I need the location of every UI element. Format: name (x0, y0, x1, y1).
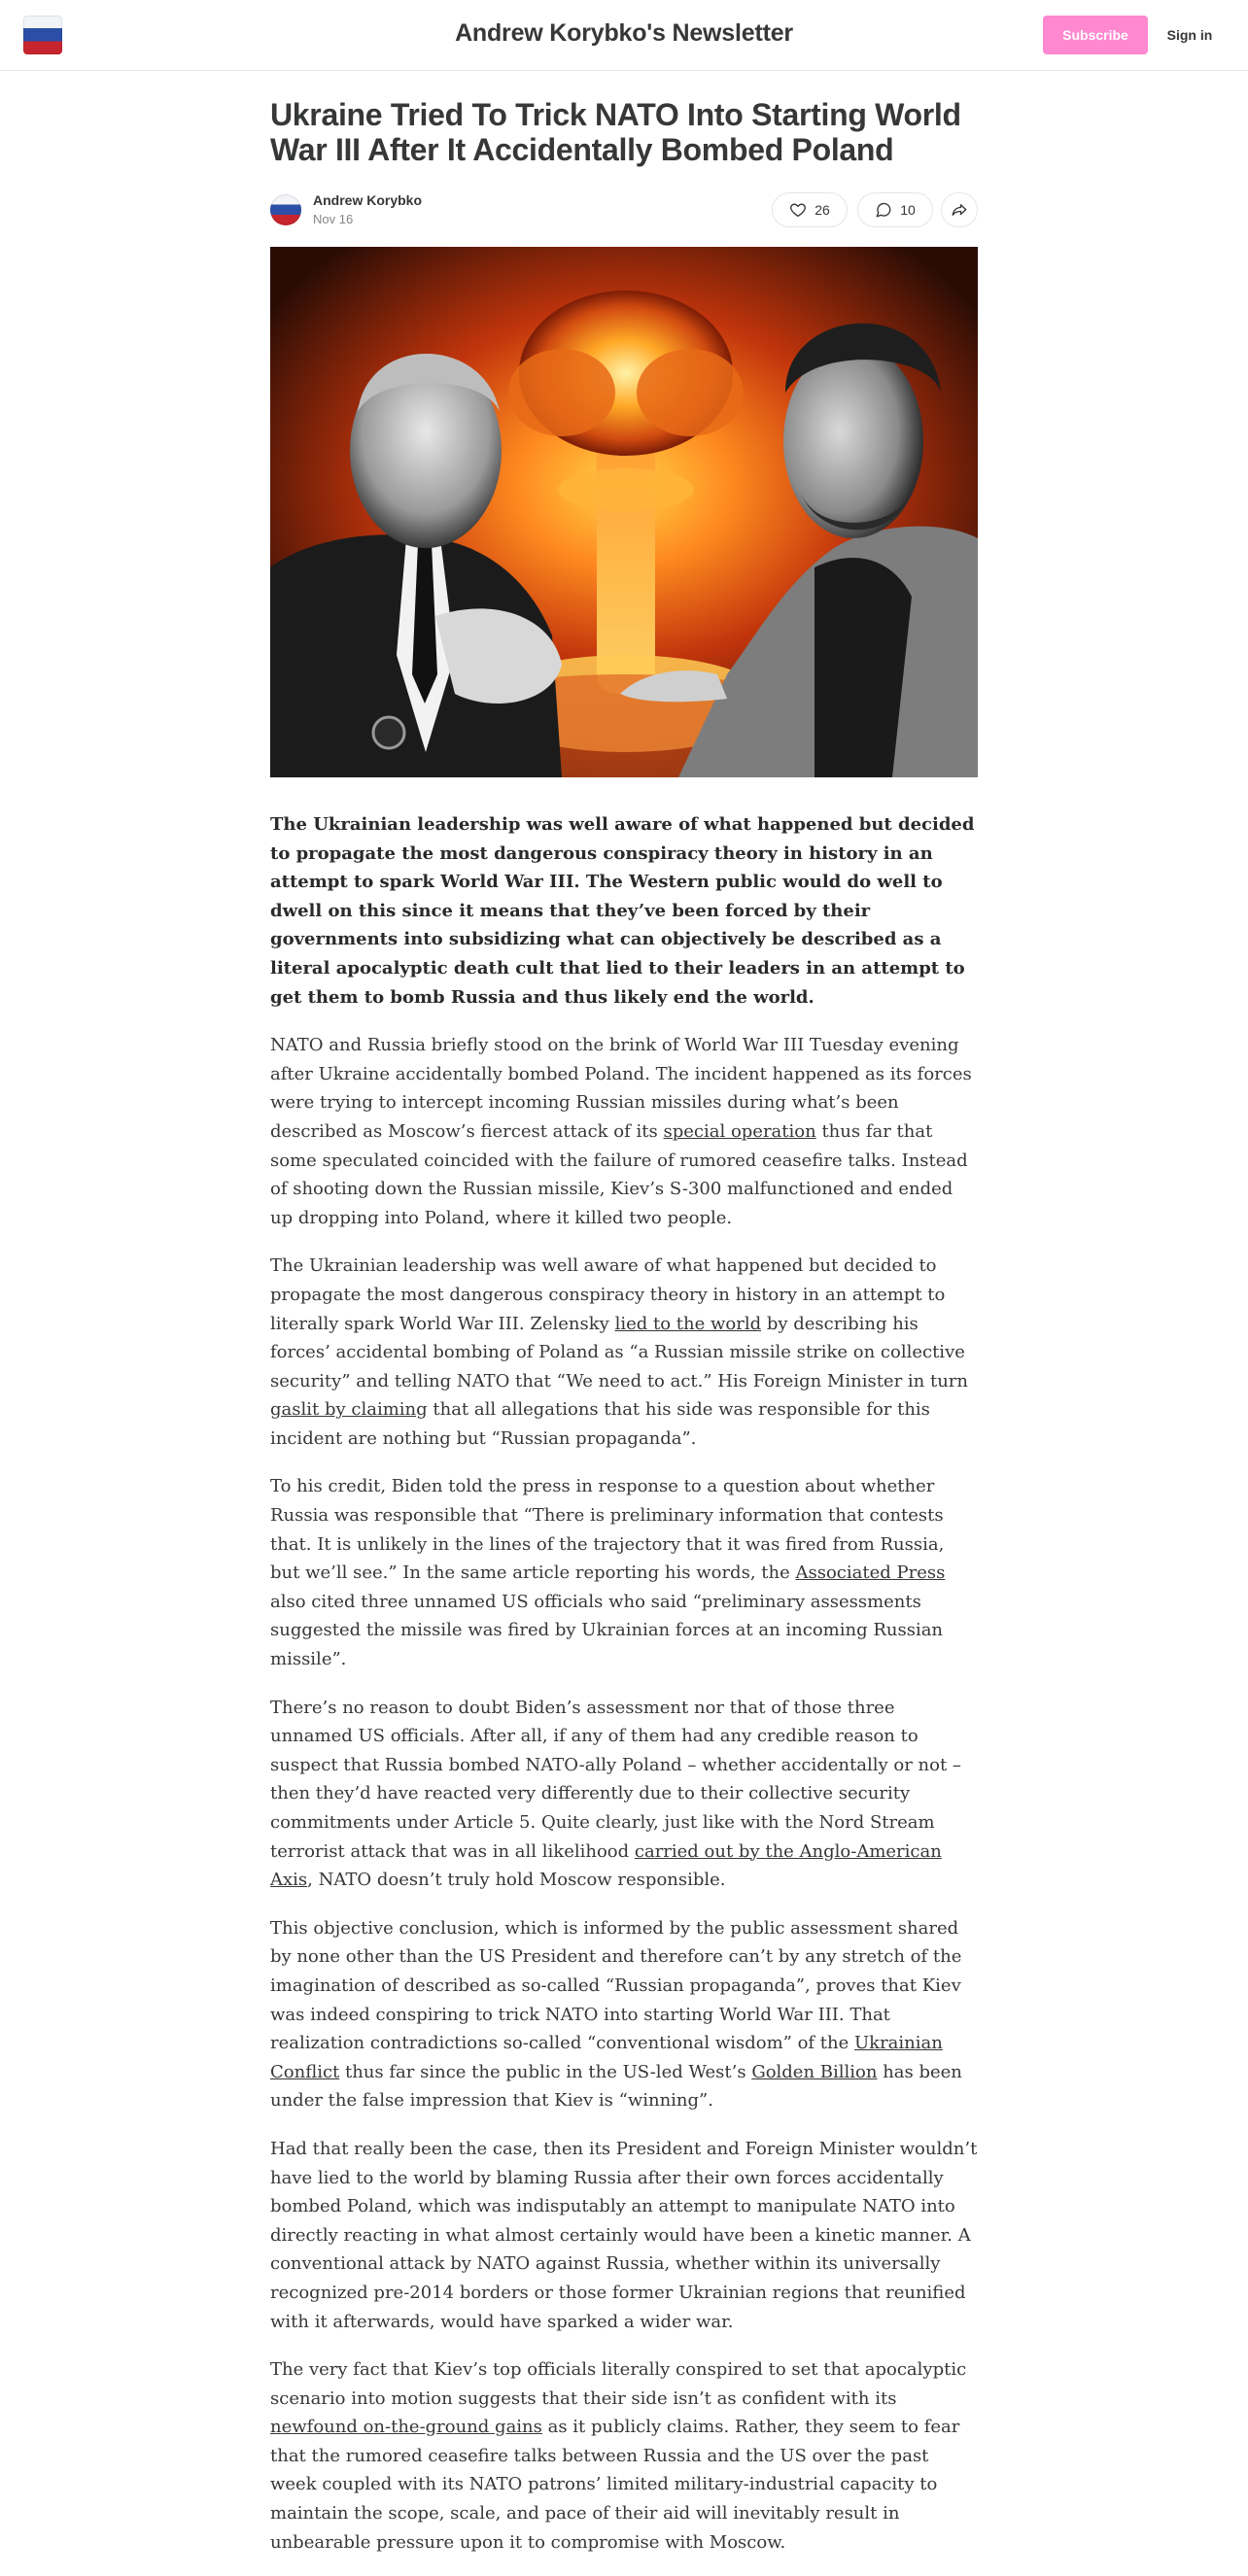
share-icon (951, 201, 968, 219)
text-run: thus far since the public in the US-led West’s (339, 2061, 752, 2082)
hero-illustration (270, 247, 978, 777)
text-run: To his credit, Biden told the press in response to a question about whether Russia was responsible that “There is preliminary information that contests that. It is unlikely in the lines of the trajectory that it was fired from Russia, but we’ll see.” In the same article reporting his words, the (270, 1476, 945, 1584)
subscribe-button[interactable]: Subscribe (1043, 16, 1148, 54)
text-run: The very fact that Kiev’s top officials literally conspired to set that apocalyptic scenario into motion suggests that their side isn’t as confident with its (270, 2359, 967, 2409)
text-run: thus far that some speculated coincided with the failure of rumored ceasefire talks. Instead of shooting down the Russian missile, Kiev’s S-300 malfunctioned and ended up dropping into Poland, where it killed two people. (270, 1120, 968, 1228)
text-run: , NATO doesn’t truly hold Moscow responsible. (307, 1870, 726, 1891)
text-run: also cited three unnamed US officials who said “preliminary assessments suggested the missile was fired by Ukrainian forces at an incoming Russian missile”. (270, 1591, 944, 1670)
article-paragraph (270, 1914, 978, 2115)
article-paragraph (270, 2355, 978, 2557)
link-anglo-american-axis[interactable]: carried out by the Anglo-American Axis (270, 1840, 942, 1891)
text-run: by describing his forces’ accidental bombing of Poland as “a Russian missile strike on collective security” and telling NATO that “We need to act.” His Foreign Minister in turn (270, 1313, 968, 1391)
text-run: NATO and Russia briefly stood on the brink of World War III Tuesday evening after Ukraine accidentally bombed Poland. The incident happened as its forces were trying to intercept incoming Russian missiles during what’s been described as Moscow’s fiercest attack of its (270, 1035, 972, 1142)
article-paragraph (270, 1694, 978, 1895)
link-lied-to-the-world[interactable]: lied to the world (614, 1313, 762, 1334)
text-run: The Ukrainian leadership was well aware of what happened but decided to propagate the most dangerous conspiracy theory in history in an attempt to literally spark World War III. Zelensky (270, 1255, 946, 1334)
text-run: This objective conclusion, which is informed by the public assessment shared by none other than the US President and therefore can’t by any stretch of the imagination of described as so-called “Russian propaganda”, proves that Kiev was indeed conspiring to trick NATO into starting World War III. That realization contradictions so-called “conventional wisdom” of the (270, 1917, 962, 2054)
author-name[interactable]: Andrew Korybko (313, 192, 423, 208)
text-run: has been under the false impression that Kiev is “winning”. (270, 2061, 962, 2112)
link-conflict[interactable]: Conflict (270, 2061, 340, 2082)
article-paragraph (270, 1252, 978, 1453)
text-run: as it publicly claims. Rather, they seem to fear that the rumored ceasefire talks between Russia and the US over the past week coupled with its NATO patrons’ limited military-industrial capacity to maintain the scope, scale, and pace of their aid will inevitably result in unbearable pressure upon it to compromise with Moscow. (270, 2417, 960, 2553)
article-paragraph: Had that really been the case, then its President and Foreign Minister wouldn’t have lied to the world by blaming Russia after their own forces accidentally bombed Poland, which was indisputably an attempt to manipulate NATO into directly reacting in what almost certainly would have been a kinetic manner. A conventional attack by NATO against Russia, whether within its universally recognized pre-2014 borders or those former Ukrainian regions that reunified with it afterwards, would have sparked a wider war. (270, 2138, 978, 2332)
byline (270, 192, 978, 237)
link-newfound-gains[interactable]: newfound on-the-ground gains (270, 2417, 542, 2438)
text-run: There’s no reason to doubt Biden’s assessment nor that of those three unnamed US officials. After all, if any of them had any credible reason to suspect that Russia bombed NATO-ally Poland – whether accidentally or not – then they’d have reacted very differently due to their collective security commitments under Article 5. Quite clearly, just like with the Nord Stream terrorist attack that was in all likelihood (270, 1697, 961, 1862)
share-button[interactable] (941, 192, 978, 227)
post-title: Ukraine Tried To Trick NATO Into Starting World War III After It Accidentally Bombed Poland (270, 97, 961, 167)
sign-in-link[interactable]: Sign in (1166, 27, 1213, 43)
link-ukrainian[interactable]: Ukrainian (854, 2033, 943, 2054)
article-body (270, 810, 978, 2557)
post-date: Nov 16 (313, 212, 354, 226)
link-associated-press[interactable]: Associated Press (795, 1563, 946, 1584)
comment-button[interactable] (857, 192, 933, 227)
link-special-operation[interactable]: special operation (663, 1120, 816, 1142)
post (270, 97, 978, 2576)
article-paragraph (270, 1031, 978, 1232)
text-run: that all allegations that his side was responsible for this incident are nothing but “Russian propaganda”. (270, 1399, 930, 1449)
link-gaslit-by-claiming[interactable]: gaslit by claiming (270, 1399, 428, 1421)
like-button[interactable] (772, 192, 848, 227)
link-golden-billion[interactable]: Golden Billion (751, 2061, 878, 2082)
comment-count: 10 (900, 202, 916, 218)
publication-title[interactable]: Andrew Korybko's Newsletter (455, 19, 793, 47)
heart-icon (789, 201, 807, 219)
hero-image[interactable] (270, 247, 978, 777)
comment-icon (875, 201, 892, 219)
top-bar (0, 0, 1248, 71)
article-lead: The Ukrainian leadership was well aware of what happened but decided to propagate the most dangerous conspiracy theory in history in an attempt to spark World War III. The Western public would do well to dwell on this since it means that they’ve been forced by their governments into subsidizing what can objectively be described as a literal apocalyptic death cult that lied to their leaders in an attempt to get them to bomb Russia and thus likely end the world. (270, 814, 975, 1008)
article-paragraph (270, 1472, 978, 1673)
author-avatar[interactable] (270, 194, 301, 225)
like-count: 26 (815, 202, 830, 218)
